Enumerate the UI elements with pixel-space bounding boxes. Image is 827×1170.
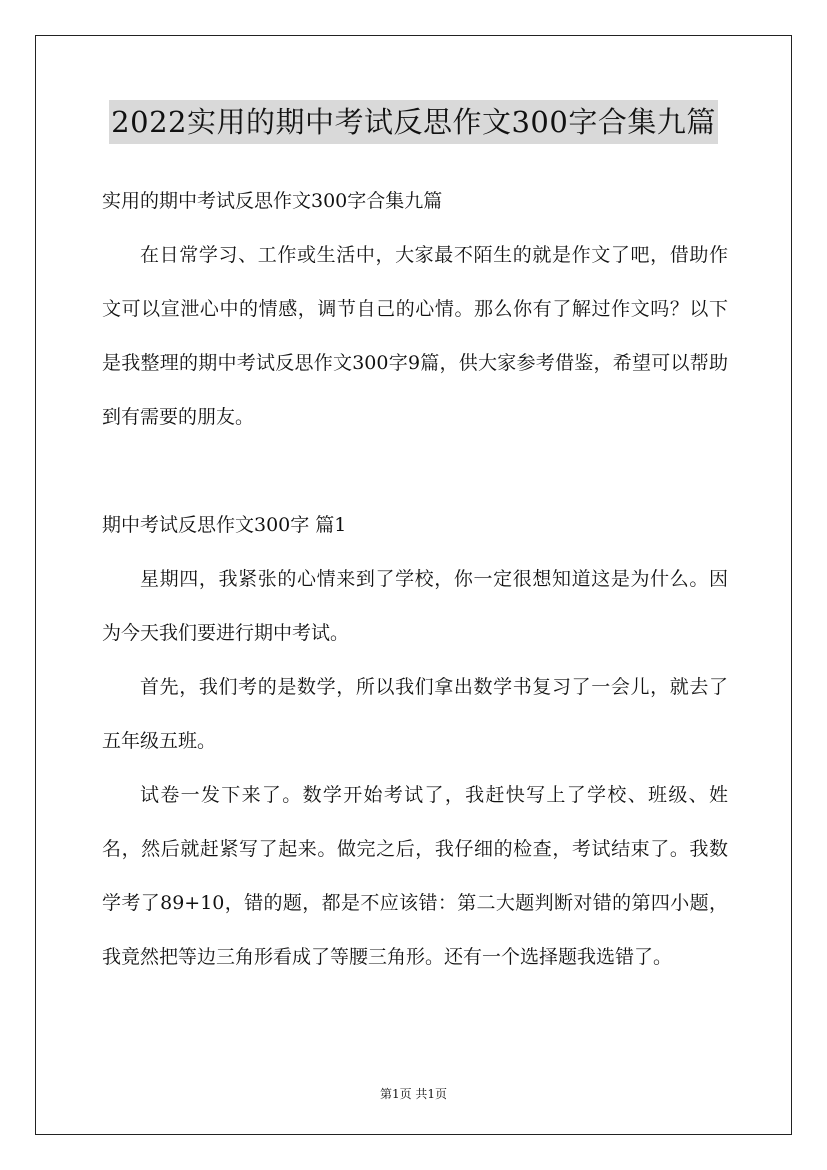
body-paragraph: 试卷一发下来了。数学开始考试了，我赶快写上了学校、班级、姓名，然后就赶紧写了起来。做完之后，我仔细的检查，考试结束了。我数学考了89+10，错的题，都是不应该错：第二大题判断对错的第四小题，我竟然把等边三角形看成了等腰三角形。还有一个选择题我选错了。 bbox=[102, 784, 728, 968]
page-title: 2022实用的期中考试反思作文300字合集九篇 bbox=[109, 100, 718, 144]
spacer bbox=[102, 444, 728, 498]
body-paragraph: 星期四，我紧张的心情来到了学校，你一定很想知道这是为什么。因为今天我们要进行期中考试。 bbox=[102, 568, 728, 644]
section-heading: 期中考试反思作文300字 篇1 bbox=[102, 514, 347, 536]
title-container bbox=[0, 100, 827, 144]
page-footer: 第1页 共1页 bbox=[379, 1087, 448, 1101]
body-paragraph: 首先，我们考的是数学，所以我们拿出数学书复习了一会儿，就去了五年级五班。 bbox=[102, 676, 728, 752]
document-subtitle: 实用的期中考试反思作文300字合集九篇 bbox=[102, 190, 443, 212]
document-body bbox=[102, 174, 728, 984]
intro-paragraph: 在日常学习、工作或生活中，大家最不陌生的就是作文了吧，借助作文可以宣泄心中的情感，调节自己的心情。那么你有了解过作文吗？以下是我整理的期中考试反思作文300字9篇，供大家参考借鉴，希望可以帮助到有需要的朋友。 bbox=[102, 244, 728, 428]
